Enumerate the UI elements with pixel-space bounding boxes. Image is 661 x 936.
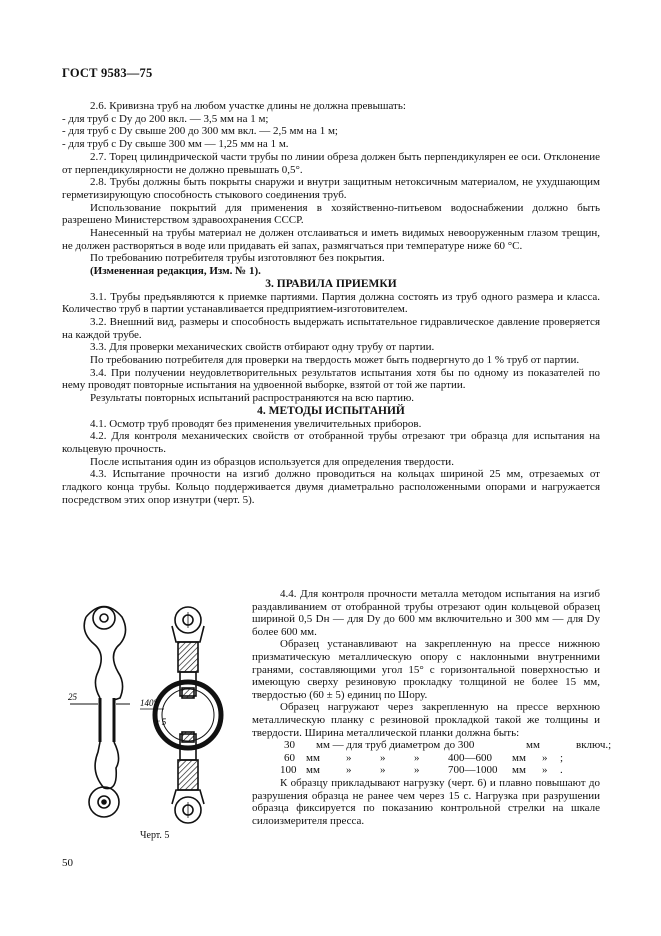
paragraph-3-4-b: Результаты повторных испытаний распространяются на всю партию. [90,392,415,405]
paragraph-2-6-b: - для труб с Dу свыше 200 до 300 мм вкл. — 2,5 мм на 1 м; [62,125,338,138]
page-number: 50 [62,857,73,869]
paragraph-2-8-c: Нанесенный на трубы материал не должен отслаиваться и иметь видимых невооруженным глазом трещин, не должен растворяться в воде или придавать ей запах, размягчаться при температуре ниже 60 °С. [62,227,600,252]
paragraph-3-4: 3.4. При получении неудовлетворительных результатов испытания хотя бы по одному из показателей по нему проводят повторные испытания на удвоенной выборке, взятой от той же партии. [62,366,600,392]
paragraph-4-1: 4.1. Осмотр труб проводят без применения увеличительных приборов. [90,417,422,430]
paragraph-2-6: 2.6. Кривизна труб на любом участке длины не должна превышать: [90,100,406,112]
table-cell: 30 [284,739,295,752]
paragraph-4-4-b: Образец устанавливают на закрепленную на прессе нижнюю призматическую металлическую опору с наклонными внутренними гранями, составляющими угол 15° с горизонтальной поверхностью и имеющую сверху резиновую прокладку толщиной не более 15 мм, твердостью (60 ± 5) единиц по Шору. [252,638,600,701]
table-cell: » [414,764,420,777]
table-cell: . [560,764,563,777]
figure-caption: Черт. 5 [140,830,170,841]
paragraph-4-2-b: После испытания один из образцов используется для определения твердости. [90,455,454,468]
table-cell: 100 [280,764,297,777]
side-view [84,607,125,818]
table-cell: » [346,764,352,777]
paragraph-4-4: 4.4. Для контроля прочности металла методом испытания на изгиб раздавливанием от отобранной трубы отрезают один кольцевой образец шириной 0,5 Dн — для Dу до 600 мм включительно и 300 мм — для Dу более 600 мм. [252,588,600,638]
table-cell: » [380,751,386,764]
table-cell: мм [512,751,526,764]
paragraph-2-8-b: Использование покрытий для применения в хозяйственно-питьевом водоснабжении должно быть разрешено Министерством здравоохранения СССР. [62,201,600,227]
section-4-title: 4. МЕТОДЫ ИСПЫТАНИЙ [257,404,405,417]
table-cell: мм — для труб диаметром [316,739,441,752]
paragraph-4-4-d: К образцу прикладывают нагрузку (черт. 6) и плавно повышают до разрушения образца не ранее чем через 15 с. Нагрузка при разрушении образца фиксируется по показанию контрольной стрелки на шкале силоизмерителя пресса. [252,776,600,827]
table-cell: » [414,751,420,764]
table-cell: 60 [284,751,295,764]
paragraph-3-1: 3.1. Трубы предъявляются к приемке партиями. Партия должна состоять из труб одного размера и класса. Количество труб в партии устанавливается предприятием-изготовителем. [62,290,600,316]
table-cell: мм [306,751,320,764]
dim-angle-label: 140° [140,698,158,708]
table-cell: включ.; [576,739,612,752]
paragraph-4-2: 4.2. Для контроля механических свойств от отобранной трубы отрезают три образца для испытания на кольцевую прочность. [62,430,600,455]
amendment-note: (Измененная редакция, Изм. № 1). [90,265,261,278]
paragraph-3-2: 3.2. Внешний вид, размеры и способность выдержать испытательное гидравлическое давление проверяется на каждой трубе. [62,315,600,341]
dim-width-label: 25 [68,692,77,702]
table-cell: » [380,764,386,777]
document-header: ГОСТ 9583—75 [62,66,153,80]
table-cell: » [542,764,548,777]
table-cell: » [346,751,352,764]
table-cell: 700—1000 [448,764,498,777]
plank-width-row-3 [280,764,600,777]
paragraph-2-7: 2.7. Торец цилиндрической части трубы по линии обреза должен быть перпендикулярен ее оси. Отклонение от перпендикулярности не должно превышать 0,5°. [62,150,600,176]
table-cell: мм [306,764,320,777]
right-text-column [252,588,612,827]
paragraph-2-6-a: - для труб с Dу до 200 вкл. — 3,5 мм на 1 м; [62,112,269,125]
figure-5-drawing [60,592,244,842]
table-cell: 400—600 [448,751,492,764]
table-cell: » [542,751,548,764]
table-cell: мм [512,764,526,777]
paragraph-4-3: 4.3. Испытание прочности на изгиб должно проводиться на кольцах шириной 25 мм, отрезаемых от гладкого конца трубы. Кольцо поддерживается двумя диаметрально расположенными опорами и нагружается посредством этих опор изнутри (черт. 5). [62,468,600,506]
dim-radius-label: r 5 [156,717,167,727]
table-cell: ; [560,751,564,764]
table-cell: до 300 [444,739,475,752]
section-3-title: 3. ПРАВИЛА ПРИЕМКИ [265,277,397,290]
paragraph-4-4-c: Образец нагружают через закрепленную на прессе верхнюю металлическую планку с резиновой прокладкой такой же толщины и твердости. Ширина металлической планки должна быть: [252,701,600,739]
front-view [155,607,221,823]
paragraph-2-8: 2.8. Трубы должны быть покрыты снаружи и внутри защитным нетоксичным материалом, не ухудшающим герметизирующую способность стыкового соединения труб. [62,176,600,201]
paragraph-3-3-b: По требованию потребителя для проверки на твердость может быть подвергнуто до 1 % труб от партии. [90,354,580,367]
plank-width-row-1 [284,739,612,752]
plank-width-row-2 [284,752,600,765]
table-cell: мм [526,739,540,752]
main-text-block [62,100,600,507]
paragraph-2-6-c: - для труб с Dу свыше 300 мм — 1,25 мм на 1 м. [62,138,289,151]
paragraph-3-3: 3.3. Для проверки механических свойств отбирают одну трубу от партии. [90,341,435,354]
paragraph-2-8-d: По требованию потребителя трубы изготовляют без покрытия. [90,252,385,265]
